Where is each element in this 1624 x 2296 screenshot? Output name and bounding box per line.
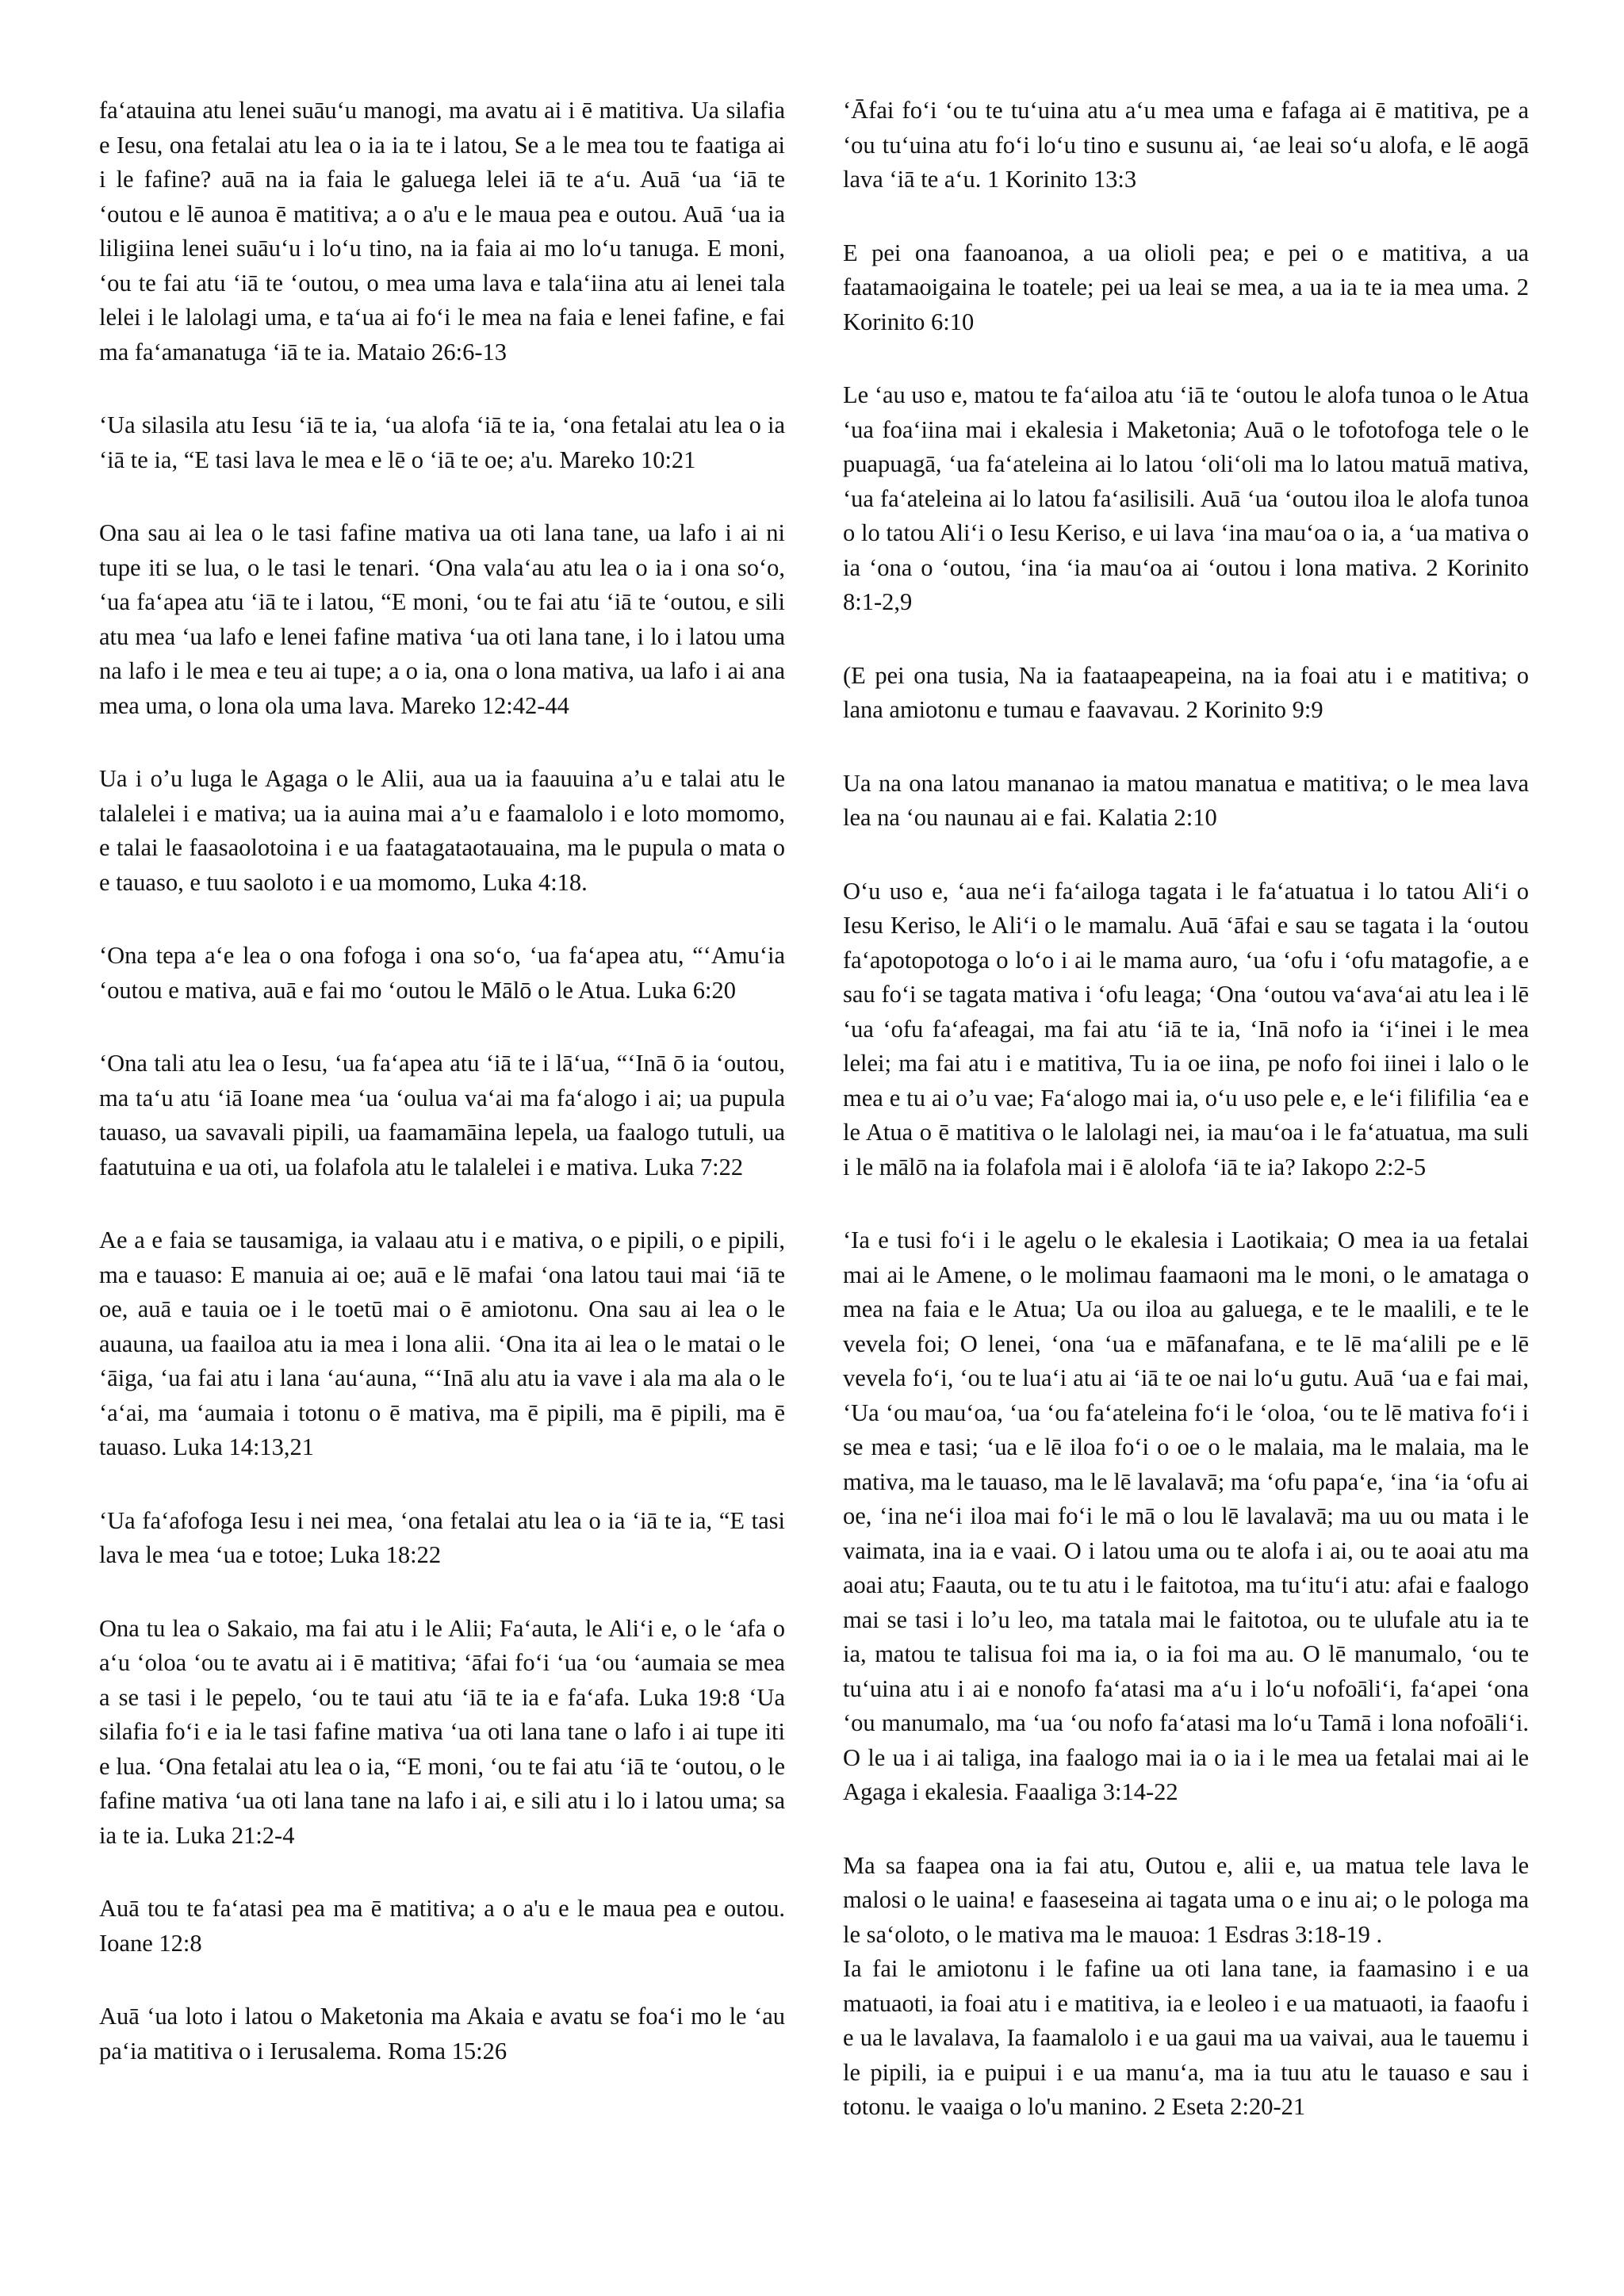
right-column (843, 94, 1529, 2164)
verse-paragraph: Ua na ona latou mananao ia matou manatua e matitiva; o le mea lava lea na ʻou naunau ai e fai. Kalatia 2:10 (843, 769, 1529, 831)
verse-paragraph: Auā tou te faʻatasi pea ma ē matitiva; a o a'u e le maua pea e outou. Ioane 12:8 (99, 1895, 785, 1957)
verse-paragraph: E pei ona faanoanoa, a ua olioli pea; e pei o e matitiva, a ua faatamaoigaina le toatele; pei ua leai se mea, a ua ia te ia mea uma. 2 Korinito 6:10 (843, 239, 1529, 335)
verse-paragraph: ʻUa faʻafofoga Iesu i nei mea, ʻona fetalai atu lea o ia ʻiā te ia, “E tasi lava le mea ʻua e totoe; Luka 18:22 (99, 1506, 785, 1568)
verse-paragraph: Le ʻau uso e, matou te faʻailoa atu ʻiā te ʻoutou le alofa tunoa o le Atua ʻua foaʻiina mai i ekalesia i Maketonia; Auā o le tofotofoga tele o le puapuagā, ʻua faʻateleina ai lo latou ʻoliʻoli ma lo latou matuā mativa, ʻua faʻateleina ai lo latou faʻasilisili. Auā ʻua ʻoutou iloa le alofa tunoa o lo tatou Aliʻi o Iesu Keriso, e ui lava ʻina mauʻoa o ia, a ʻua mativa o ia ʻona o ʻoutou, ʻina ʻia mauʻoa ai ʻoutou i lona mativa. 2 Korinito 8:1-2,9 (843, 381, 1529, 615)
verse-paragraph: Ona tu lea o Sakaio, ma fai atu i le Alii; Faʻauta, le Aliʻi e, o le ʻafa o aʻu ʻoloa ʻou te avatu ai i ē matitiva; ʻāfai foʻi ʻua ʻou ʻaumaia se mea a se tasi i le pepelo, ʻou te taui atu ʻiā te ia e faʻafa. Luka 19:8 ʻUa silafia foʻi e ia le tasi fafine mativa ʻua oti lana tane o lafo i ai tupe iti e lua. ʻOna fetalai atu lea o ia, “E moni, ʻou te fai atu ʻiā te ʻoutou, o le fafine mativa ʻua oti lana tane na lafo i ai, e sili atu i lo i latou uma; sa ia te ia. Luka 21:2-4 (99, 1614, 785, 1849)
verse-paragraph: Oʻu uso e, ʻaua neʻi faʻailoga tagata i le faʻatuatua i lo tatou Aliʻi o Iesu Keriso, le Aliʻi o le mamalu. Auā ʻāfai e sau se tagata i la ʻoutou faʻapotopotoga o loʻo i ai le mama auro, ʻua ʻofu i ʻofu matagofie, a e sau foʻi se tagata mativa i ʻofu leaga; ʻOna ʻoutou vaʻavaʻai atu lea i lē ʻua ʻofu faʻafeagai, ma fai atu ʻiā te ia, ʻInā nofo ia ʻiʻinei i le mea lelei; ma fai atu i e matitiva, Tu ia oe iina, pe nofo foi iinei i lalo o le mea e tu ai oʼu vae; Faʻalogo mai ia, oʻu uso pele e, e leʻi filifilia ʻea e le Atua o ē matitiva o le lalolagi nei, ia mauʻoa i le faʻatuatua, ma suli i le mālō na ia folafola mai i ē alolofa ʻiā te ia? Iakopo 2:2-5 (843, 877, 1529, 1181)
verse-paragraph: faʻatauina atu lenei suāuʻu manogi, ma avatu ai i ē matitiva. Ua silafia e Iesu, ona fetalai atu lea o ia ia te i latou, Se a le mea tou te faatiga ai i le fafine? auā na ia faia le galuega lelei iā te aʻu. Auā ʻua ʻiā te ʻoutou e lē aunoa ē matitiva; a o a'u e le maua pea e outou. Auā ʻua ia liligiina lenei suāuʻu i loʻu tino, na ia faia ai mo loʻu tanuga. E moni, ʻou te fai atu ʻiā te ʻoutou, o mea uma lava e talaʻiina atu ai lenei tala lelei i le lalolagi uma, e taʻua ai foʻi le mea na faia e lenei fafine, e fai ma faʻamanatuga ʻiā te ia. Mataio 26:6-13 (99, 97, 785, 365)
verse-paragraph: Ona sau ai lea o le tasi fafine mativa ua oti lana tane, ua lafo i ai ni tupe iti se lua, o le tasi le tenari. ʻOna valaʻau atu lea o ia i ona soʻo, ʻua faʻapea atu ʻiā te i latou, “E moni, ʻou te fai atu ʻiā te ʻoutou, e sili atu mea ʻua lafo e lenei fafine mativa ʻua oti lana tane, i lo i latou uma na lafo i le mea e teu ai tupe; a o ia, ona o lona mativa, ua lafo i ai ana mea uma, o lona ola uma lava. Mareko 12:42-44 (99, 519, 785, 719)
verse-paragraph: (E pei ona tusia, Na ia faataapeapeina, na ia foai atu i e matitiva; o lana amiotonu e tumau e faavavau. 2 Korinito 9:9 (843, 661, 1529, 723)
verse-paragraph: ʻOna tali atu lea o Iesu, ʻua faʻapea atu ʻiā te i lāʻua, “ʻInā ō ia ʻoutou, ma taʻu atu ʻiā Ioane mea ʻua ʻoulua vaʻai ma faʻalogo i ai; ua pupula tauaso, ua savavali pipili, ua faamamāina lepela, ua faalogo tutuli, ua faatutuina e ua oti, ua folafola atu le talalelei i e mativa. Luka 7:22 (99, 1050, 785, 1181)
verse-paragraph: ʻOna tepa aʻe lea o ona fofoga i ona soʻo, ʻua faʻapea atu, “ʻAmuʻia ʻoutou e mativa, auā e fai mo ʻoutou le Mālō o le Atua. Luka 6:20 (99, 942, 785, 1004)
verse-paragraph: Ae a e faia se tausamiga, ia valaau atu i e mativa, o e pipili, o e pipili, ma e tauaso: E manuia ai oe; auā e lē mafai ʻona latou taui mai ʻiā te oe, auā e tauia oe i le toetū mai o ē amiotonu. Ona sau ai lea o le auauna, ua faailoa atu ia mea i lona alii. ʻOna ita ai lea o le matai o le ʻāiga, ʻua fai atu i lana ʻauʻauna, “ʻInā alu atu ia vave i ala ma ala o le ʻaʻai, ma ʻaumaia i totonu o ē mativa, ma ē pipili, ma ē pipili, ma ē tauaso. Luka 14:13,21 (99, 1226, 785, 1460)
verse-paragraph: ʻĀfai foʻi ʻou te tuʻuina atu aʻu mea uma e fafaga ai ē matitiva, pe a ʻou tuʻuina atu foʻi loʻu tino e susunu ai, ʻae leai soʻu alofa, e lē aogā lava ʻiā te aʻu. 1 Korinito 13:3 (843, 97, 1529, 193)
verse-paragraph: ʻIa e tusi foʻi i le agelu o le ekalesia i Laotikaia; O mea ia ua fetalai mai ai le Amene, o le molimau faamaoni ma le moni, o le amataga o mea na faia e le Atua; Ua ou iloa au galuega, e te le maalili, e te le vevela foi; O lenei, ʻona ʻua e māfanafana, e te lē maʻalili pe e lē vevela foʻi, ʻou te luaʻi atu ai ʻiā te oe nai loʻu gutu. Auā ʻua e fai mai, ʻUa ʻou mauʻoa, ʻua ʻou faʻateleina foʻi le ʻoloa, ʻou te lē mativa foʻi i se mea e tasi; ʻua e lē iloa foʻi o oe o le malaia, ma le malaia, ma le mativa, ma le tauaso, ma le lē lavalavā; ma ʻofu papaʻe, ʻina ʻia ʻofu ai oe, ʻina neʻi iloa mai foʻi le mā o lou lē lavalavā; ma uu ou mata i le vaimata, ina ia e vaai. O i latou uma ou te alofa i ai, ou te aoai atu ma aoai atu; Faauta, ou te tu atu i le faitotoa, ma tuʻituʻi atu: afai e faalogo mai se tasi i loʼu leo, ma tatala mai le faitotoa, ou te ulufale atu ia te ia, matou te talisua foi ma ia, o ia foi ma au. O lē manumalo, ʻou te tuʻuina atu i ai e nonofo faʻatasi ma aʻu i loʻu nofoāliʻi, faʻapei ʻona ʻou manumalo, ma ʻua ʻou nofo faʻatasi ma loʻu Tamā i lona nofoāliʻi. O le ua i ai taliga, ina faalogo mai ia o ia i le mea ua fetalai mai ai le Agaga i ekalesia. Faaaliga 3:14-22 (843, 1226, 1529, 1805)
verse-paragraph: ʻUa silasila atu Iesu ʻiā te ia, ʻua alofa ʻiā te ia, ʻona fetalai atu lea o ia ʻiā te ia, “E tasi lava le mea e lē o ʻiā te oe; a'u. Mareko 10:21 (99, 411, 785, 473)
verse-paragraph: Ua i oʼu luga le Agaga o le Alii, aua ua ia faauuina aʼu e talai atu le talalelei i e mativa; ua ia auina mai aʼu e faamalolo i e loto momomo, e talai le faasaolotoina i e ua faatagataotauaina, ma le pupula o mata o e tauaso, e tuu saoloto i e ua momomo, Luka 4:18. (99, 765, 785, 896)
left-column (99, 94, 785, 2107)
verse-paragraph: Ma sa faapea ona ia fai atu, Outou e, alii e, ua matua tele lava le malosi o le uaina! e faaseseina ai tagata uma o e inu ai; o le pologa ma le saʻoloto, o le mativa ma le mauoa: 1 Esdras 3:18-19 . Ia fai le amiotonu i le fafine ua oti lana tane, ia faamasino i e ua matuaoti, ia foai atu i e matitiva, ia e leoleo i e ua matuaoti, ia faaofu i e ua le lavalava, Ia faamalolo i e ua gaui ma ua vaivai, aua le tauemu i le pipili, ia e puipui i e ua manuʻa, ma ia tuu atu le tauaso e sau i totonu. le vaaiga o lo'u manino. 2 Eseta 2:20-21 (843, 1851, 1529, 2120)
verse-paragraph: Auā ʻua loto i latou o Maketonia ma Akaia e avatu se foaʻi mo le ʻau paʻia matitiva o i Ierusalema. Roma 15:26 (99, 2003, 785, 2064)
